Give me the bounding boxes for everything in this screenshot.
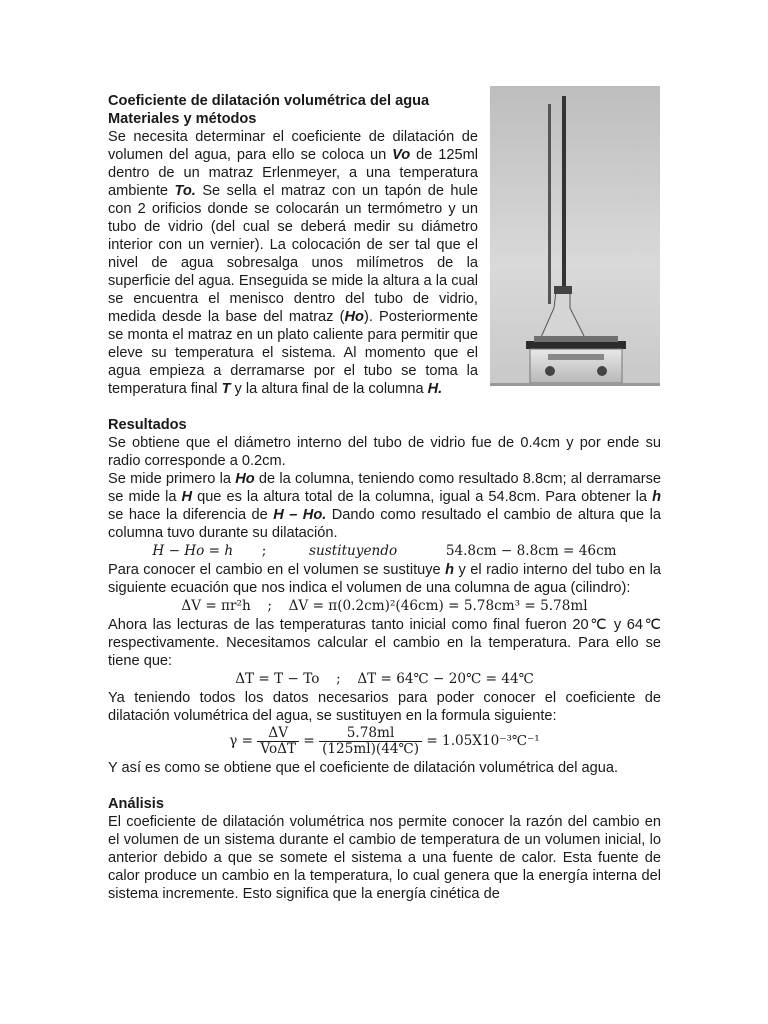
text-run: H. xyxy=(427,381,443,397)
analysis-heading: Análisis xyxy=(108,796,164,812)
eq-temp-b: ΔT = 64℃ − 20℃ = 44℃ xyxy=(357,671,534,687)
text-run: Ho xyxy=(235,471,255,487)
eq-coef-num-1: ΔV xyxy=(257,726,299,742)
text-run: Se necesita determinar el coeficiente de dilatación de volumen del agua, para ello se coloca un xyxy=(108,129,478,163)
eq-height-left: H − Ho = h xyxy=(152,543,234,559)
text-run: que es la altura total de la columna, igual a 54.8cm. Para obtener la xyxy=(192,489,653,505)
equation-volume xyxy=(108,597,661,616)
analysis-paragraph: El coeficiente de dilatación volumétrica nos permite conocer la razón del cambio en el volumen de un sistema durante el cambio de temperatura de un volumen inicial, lo anterior debido a que se somete el sistema a una fuente de calor. Esta fuente de calor produce un cambio en la temperatura, lo cual genera que la energía interna del sistema incremente. Esto significa que la energía cinética de xyxy=(108,814,661,902)
methods-paragraph xyxy=(108,128,478,398)
text-run: Se mide primero la xyxy=(108,471,236,487)
text-run: ). Posteriormente se monta el matraz en un plato caliente para permitir que eleve su temperatura el sistema. Al momento que el agua empieza a derramarse por el tubo se toma la temperatura final xyxy=(108,309,478,397)
text-run: H – Ho. xyxy=(273,507,327,523)
text-run: Vo xyxy=(392,147,411,163)
equation-temperature xyxy=(108,670,661,689)
text-run: de la columna, teniendo como resultado 8.8cm; al derramarse se mide la xyxy=(108,471,661,505)
text-run: Para conocer el cambio en el volumen se sustituye xyxy=(108,562,446,578)
intro-column xyxy=(108,92,478,398)
eq-coef-fraction-2 xyxy=(319,726,422,757)
results-paragraph-3 xyxy=(108,561,661,597)
results-paragraph-4: Ahora las lecturas de las temperaturas tanto inicial como final fueron 20℃ y 64℃ respectivamente. Necesitamos calcular el cambio en la temperatura. Para ello se tiene que: xyxy=(108,617,661,669)
text-run: se hace la diferencia de xyxy=(108,507,274,523)
eq-volume-a: ΔV = πr²h xyxy=(181,598,251,614)
text-run: h xyxy=(652,489,661,505)
text-run: y el radio interno del tubo en la siguiente ecuación que nos indica el volumen de una columna de agua (cilindro): xyxy=(108,562,661,596)
equation-coefficient xyxy=(108,726,661,757)
eq-height-right: 54.8cm − 8.8cm = 46cm xyxy=(445,543,617,559)
text-run: h xyxy=(445,562,455,578)
text-run: Se sella el matraz con un tapón de hule con 2 orificios donde se colocarán un termómetro y un tubo de vidrio (del cual se deberá medir su diámetro interior con un vernier). La colocación de ser tal que el nivel de agua sobresalga unos milímetros de la superficie del agua. Enseguida se mide la altura a la cual se encuentra el menisco dentro del tubo de vidrio, medida desde la base del matraz ( xyxy=(108,183,479,325)
text-run: Ho xyxy=(344,309,364,325)
eq-coef-result: = 1.05X10⁻³℃⁻¹ xyxy=(426,733,540,749)
eq-coef-equals: = xyxy=(303,733,315,749)
document-title: Coeficiente de dilatación volumétrica del agua xyxy=(108,93,430,109)
eq-coef-num-2: 5.78ml xyxy=(319,726,422,742)
text-run: To. xyxy=(174,183,196,199)
eq-coef-den-2: (125ml)(44℃) xyxy=(322,741,419,757)
eq-coef-fraction-1 xyxy=(257,726,299,757)
eq-coef-gamma: γ = xyxy=(229,733,254,749)
eq-temp-sep: ; xyxy=(336,671,341,687)
results-heading: Resultados xyxy=(108,417,187,433)
eq-temp-a: ΔT = T − To xyxy=(235,671,320,687)
eq-volume-sep: ; xyxy=(267,598,272,614)
equation-height xyxy=(108,542,661,561)
text-run: Dando como resultado el cambio de altura que la columna tuvo durante su dilatación. xyxy=(108,507,661,541)
eq-volume-b: ΔV = π(0.2cm)²(46cm) = 5.78cm³ = 5.78ml xyxy=(288,598,588,614)
results-paragraph-5: Ya teniendo todos los datos necesarios para poder conocer el coeficiente de dilatación volumétrica del agua, se sustituyen en la formula siguiente: xyxy=(108,690,661,724)
text-run: T xyxy=(221,381,231,397)
results-paragraph-2 xyxy=(108,470,661,542)
text-run: de 125ml dentro de un matraz Erlenmeyer, a una temperatura ambiente xyxy=(108,147,478,199)
text-run: y la altura final de la columna xyxy=(230,381,428,397)
eq-height-word: sustituyendo xyxy=(309,543,398,559)
eq-coef-den-1: VoΔT xyxy=(260,741,297,757)
eq-height-sep: ; xyxy=(261,543,267,559)
text-run: H xyxy=(181,489,193,505)
results-paragraph-6: Y así es como se obtiene que el coeficiente de dilatación volumétrica del agua. xyxy=(108,760,619,776)
results-paragraph-1: Se obtiene que el diámetro interno del tubo de vidrio fue de 0.4cm y por ende su radio corresponde a 0.2cm. xyxy=(108,435,661,469)
methods-heading: Materiales y métodos xyxy=(108,111,257,127)
document-body xyxy=(108,92,661,903)
